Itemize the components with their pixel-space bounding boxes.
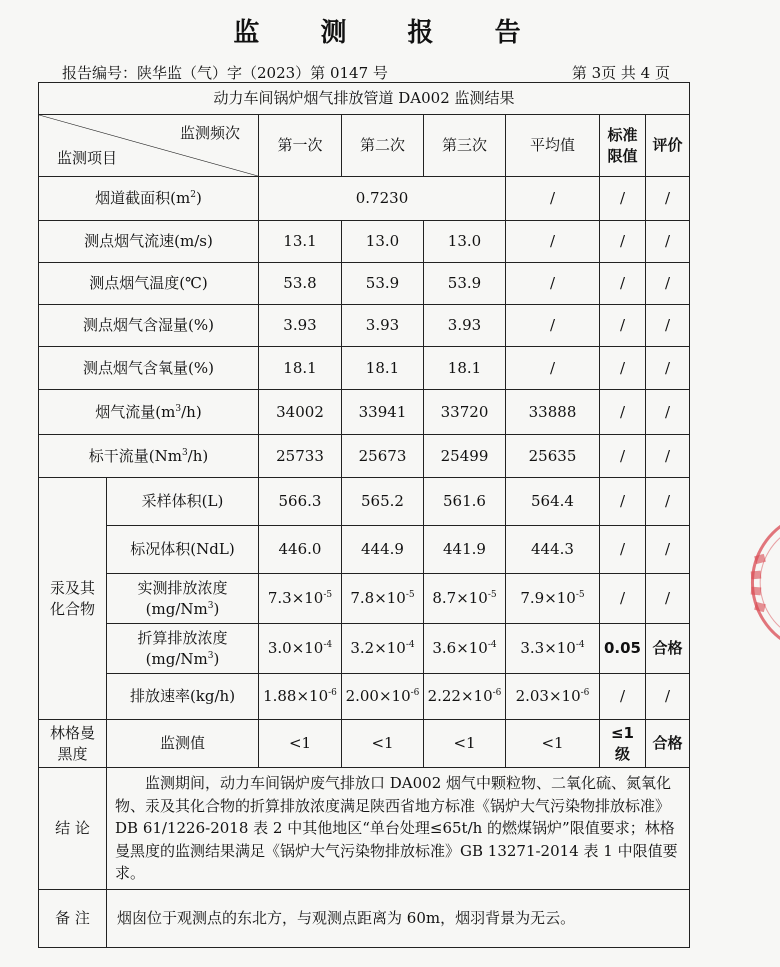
cell-std: / — [600, 221, 646, 263]
cell-avg: / — [506, 221, 600, 263]
cell-value: 53.8 — [259, 263, 342, 305]
table-row — [39, 674, 690, 720]
table-row — [39, 526, 690, 574]
cell-avg: / — [506, 177, 600, 221]
cell-value: <1 — [259, 720, 342, 768]
results-table — [38, 82, 690, 948]
cell-eval: / — [646, 674, 690, 720]
row-label: 实测排放浓度 (mg/Nm$^3$) — [107, 574, 259, 624]
cell-value: 53.9 — [424, 263, 506, 305]
cell-value: $7.3\times 10^{-5}$ — [259, 574, 342, 624]
cell-std: / — [600, 574, 646, 624]
cell-value: 25733 — [259, 435, 342, 478]
cell-std: / — [600, 305, 646, 347]
cell-value: 13.0 — [342, 221, 424, 263]
table-row — [39, 435, 690, 478]
header-standard-limit: 标准限值 — [600, 115, 646, 177]
table-row — [39, 347, 690, 390]
conclusion-row — [39, 768, 690, 890]
cell-eval: / — [646, 221, 690, 263]
cell-value: 18.1 — [424, 347, 506, 390]
cell-avg: <1 — [506, 720, 600, 768]
table-row — [39, 478, 690, 526]
cell-avg: / — [506, 347, 600, 390]
row-label: 标况体积(NdL) — [107, 526, 259, 574]
header-frequency: 监测频次 — [179, 124, 240, 142]
row-label: 排放速率(kg/h) — [107, 674, 259, 720]
cell-avg: / — [506, 305, 600, 347]
cell-eval: / — [646, 263, 690, 305]
remark-label: 备 注 — [39, 889, 107, 947]
cell-avg: 33888 — [506, 390, 600, 435]
cell-value: 25499 — [424, 435, 506, 478]
row-label: 测点烟气含氧量(%) — [39, 347, 259, 390]
cell-avg: $7.9\times 10^{-5}$ — [506, 574, 600, 624]
cell-value: $8.7\times 10^{-5}$ — [424, 574, 506, 624]
cell-value: $2.00\times 10^{-6}$ — [342, 674, 424, 720]
group-label-ringelmann: 林格曼黑度 — [39, 720, 107, 768]
cell-value: 441.9 — [424, 526, 506, 574]
remark-row — [39, 889, 690, 947]
table-caption: 动力车间锅炉烟气排放管道 DA002 监测结果 — [39, 83, 690, 115]
cell-value: 33720 — [424, 390, 506, 435]
cell-eval: / — [646, 435, 690, 478]
cell-avg: 564.4 — [506, 478, 600, 526]
row-label: 采样体积(L) — [107, 478, 259, 526]
conclusion-text: 监测期间，动力车间锅炉废气排放口 DA002 烟气中颗粒物、二氧化硫、氮氧化物、汞及其化合物的折算排放浓度满足陕西省地方标准《锅炉大气污染物排放标准》DB 61/1226-2018 表 2 中其他地区“单台处理≤65t/h 的燃煤锅炉”限值要求；林格曼黑度的监测结果满足《锅炉大气污染物排放标准》GB 13271-2014 表 1 中限值要求。 — [107, 768, 690, 890]
page-title: 监 测 报 告 — [233, 18, 547, 48]
cell-value: $3.2\times 10^{-4}$ — [342, 624, 424, 674]
cell-value: 0.7230 — [259, 177, 506, 221]
cell-value: 34002 — [259, 390, 342, 435]
cell-std: / — [600, 478, 646, 526]
table-row — [39, 305, 690, 347]
cell-std: ≤1 级 — [600, 720, 646, 768]
header-second: 第二次 — [342, 115, 424, 177]
row-label: 折算排放浓度 (mg/Nm$^3$) — [107, 624, 259, 674]
cell-value: $2.22\times 10^{-6}$ — [424, 674, 506, 720]
cell-value: 18.1 — [342, 347, 424, 390]
cell-std: / — [600, 435, 646, 478]
row-label: 标干流量(Nm$^3$/h) — [39, 435, 259, 478]
cell-eval: / — [646, 478, 690, 526]
row-label: 烟气流量$(m^3/h)$ — [39, 390, 259, 435]
cell-std: / — [600, 526, 646, 574]
cell-avg: 444.3 — [506, 526, 600, 574]
remark-text: 烟囱位于观测点的东北方，与观测点距离为 60m，烟羽背景为无云。 — [107, 889, 690, 947]
cell-eval: 合格 — [646, 624, 690, 674]
cell-value: 565.2 — [342, 478, 424, 526]
cell-value: $3.6\times 10^{-4}$ — [424, 624, 506, 674]
cell-value: 3.93 — [259, 305, 342, 347]
cell-avg: / — [506, 263, 600, 305]
cell-std: / — [600, 263, 646, 305]
cell-std: / — [600, 347, 646, 390]
cell-value: 33941 — [342, 390, 424, 435]
cell-eval: 合格 — [646, 720, 690, 768]
header-average: 平均值 — [506, 115, 600, 177]
cell-value: <1 — [342, 720, 424, 768]
header-third: 第三次 — [424, 115, 506, 177]
cell-eval: / — [646, 526, 690, 574]
row-label: 监测值 — [107, 720, 259, 768]
cell-eval: / — [646, 177, 690, 221]
row-label: 烟道截面积$(m^2)$ — [39, 177, 259, 221]
cell-value: 25673 — [342, 435, 424, 478]
table-row — [39, 624, 690, 674]
cell-value: $1.88\times 10^{-6}$ — [259, 674, 342, 720]
cell-std: / — [600, 177, 646, 221]
cell-std: 0.05 — [600, 624, 646, 674]
cell-std: / — [600, 390, 646, 435]
cell-value: 18.1 — [259, 347, 342, 390]
header-first: 第一次 — [259, 115, 342, 177]
cell-value: $7.8\times 10^{-5}$ — [342, 574, 424, 624]
row-label: 测点烟气含湿量(%) — [39, 305, 259, 347]
table-row — [39, 390, 690, 435]
cell-avg: 25635 — [506, 435, 600, 478]
page-info: 第 3页 共 4 页 — [571, 64, 670, 82]
group-label-mercury: 汞及其化合物 — [39, 478, 107, 720]
cell-avg: $3.3\times 10^{-4}$ — [506, 624, 600, 674]
cell-value: 561.6 — [424, 478, 506, 526]
red-seal-stamp — [735, 515, 780, 650]
table-row — [39, 177, 690, 221]
cell-value: 444.9 — [342, 526, 424, 574]
cell-value: $3.0\times 10^{-4}$ — [259, 624, 342, 674]
cell-value: 3.93 — [342, 305, 424, 347]
table-row — [39, 263, 690, 305]
cell-std: / — [600, 674, 646, 720]
header-item: 监测项目 — [57, 148, 118, 167]
cell-value: 53.9 — [342, 263, 424, 305]
cell-eval: / — [646, 305, 690, 347]
cell-value: 13.1 — [259, 221, 342, 263]
table-row — [39, 574, 690, 624]
row-label: 测点烟气温度(℃) — [39, 263, 259, 305]
header-evaluation: 评价 — [646, 115, 690, 177]
cell-value: 566.3 — [259, 478, 342, 526]
cell-avg: $2.03\times 10^{-6}$ — [506, 674, 600, 720]
cell-value: 13.0 — [424, 221, 506, 263]
table-row — [39, 720, 690, 768]
cell-value: 446.0 — [259, 526, 342, 574]
header-diagonal-cell — [39, 115, 259, 177]
row-label: 测点烟气流速(m/s) — [39, 221, 259, 263]
conclusion-label: 结 论 — [39, 768, 107, 890]
report-number: 报告编号：陕华监（气）字（2023）第 0147 号 — [62, 64, 388, 82]
cell-eval: / — [646, 574, 690, 624]
cell-value: 3.93 — [424, 305, 506, 347]
cell-eval: / — [646, 390, 690, 435]
cell-value: <1 — [424, 720, 506, 768]
table-row — [39, 221, 690, 263]
cell-eval: / — [646, 347, 690, 390]
